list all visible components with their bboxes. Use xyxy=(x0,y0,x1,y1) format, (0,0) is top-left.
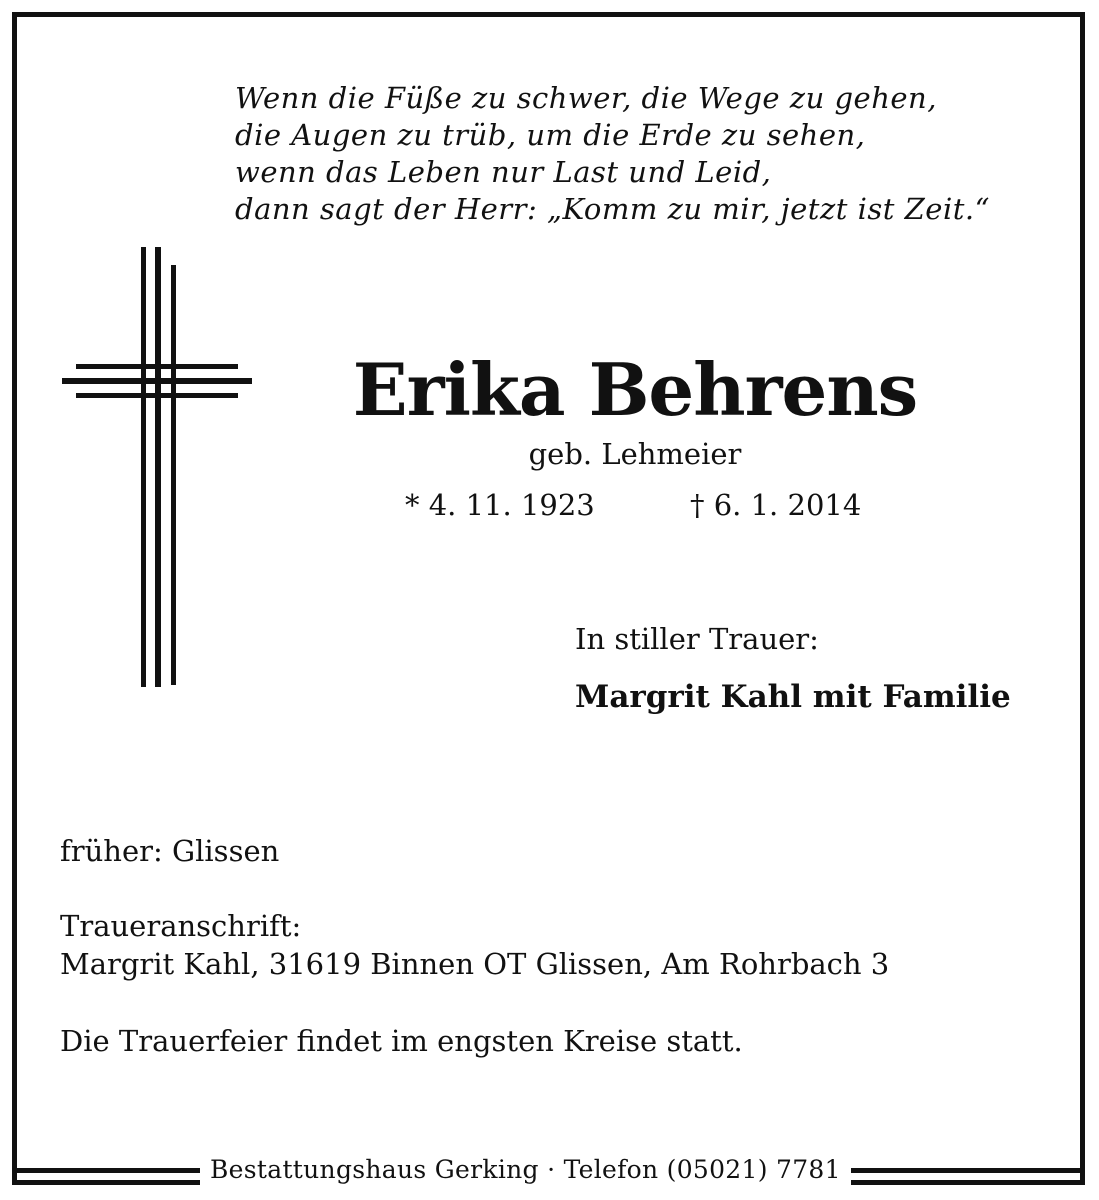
address: Margrit Kahl, 31619 Binnen OT Glissen, Am Rohrbach 3 xyxy=(60,947,890,981)
footer-funeral-home: Bestattungshaus Gerking · Telefon (05021) 7781 xyxy=(200,1152,851,1188)
deceased-name: Erika Behrens xyxy=(352,347,918,432)
poem-line-3: wenn das Leben nur Last und Leid, xyxy=(235,155,772,189)
mourning-intro: In stiller Trauer: xyxy=(575,622,819,656)
poem-line-1: Wenn die Füße zu schwer, die Wege zu gehen, xyxy=(235,81,937,115)
death-date: † 6. 1. 2014 xyxy=(690,488,862,522)
poem-line-4: dann sagt der Herr: „Komm zu mir, jetzt ist Zeit.“ xyxy=(235,192,990,226)
maiden-name: geb. Lehmeier xyxy=(528,437,742,471)
birth-date: * 4. 11. 1923 xyxy=(405,488,595,522)
poem-line-2: die Augen zu trüb, um die Erde zu sehen, xyxy=(235,118,866,152)
poem xyxy=(235,80,990,228)
mourners-names: Margrit Kahl mit Familie xyxy=(575,679,1011,715)
address-label: Traueranschrift: xyxy=(60,909,302,943)
cross-icon xyxy=(62,247,252,687)
former-residence: früher: Glissen xyxy=(60,834,280,868)
ceremony-note: Die Trauerfeier findet im engsten Kreise statt. xyxy=(60,1024,743,1058)
